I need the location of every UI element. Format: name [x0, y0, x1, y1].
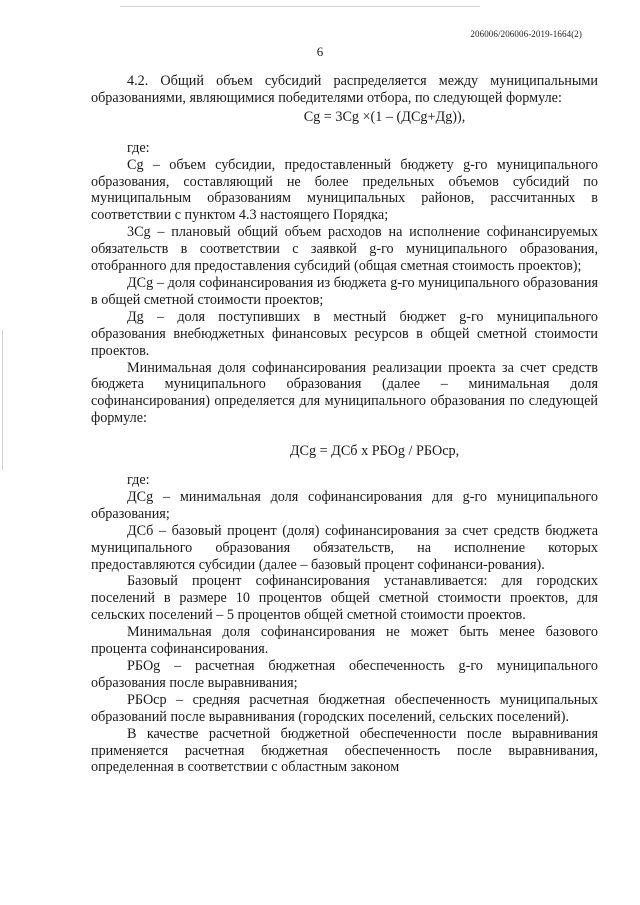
- paragraph-4-2: 4.2. Общий объем субсидий распределяется между муниципальными образованиями, являющимися победителями отбора, по следующей формуле:: [91, 73, 598, 106]
- formula-min-share: ДCg = ДCб x РБОg / РБОср,: [289, 443, 460, 460]
- definition-3cg: 3Cg – плановый общий объем расходов на исполнение софинансируемых обязательств в соответствии с заявкой g-го муниципального образования, отобранного для предоставления субсидий (общая сметная стоимость проектов);: [91, 224, 598, 275]
- definition-dcg: ДCg – доля софинансирования из бюджета g-го муниципального образования в общей сметной стоимости проектов;: [91, 274, 598, 308]
- definition-cg: Cg – объем субсидии, предоставленный бюджету g-го муниципального образования, составляющий не более предельных объемов субсидий по муниципальным образованиям муниципальных районов, рассчитанных в соответствии с пунктом 4.3 настоящего Порядка;: [91, 156, 598, 224]
- document-id: 206006/206006-2019-1664(2): [470, 29, 582, 39]
- definition-rbog: РБОg – расчетная бюджетная обеспеченность g-го муниципального образования после выравнивания;: [91, 658, 598, 691]
- formula-subsidy: Cg = 3Cg ×(1 – (ДCg+Дg)),: [303, 108, 466, 125]
- paragraph-base-percent: Базовый процент софинансирования устанавливается: для городских поселений в размере 10 процентов общей сметной стоимости проектов, для сельских поселений – 5 процентов общей сметной стоимости проектов.: [91, 573, 598, 624]
- definition-dcg-min: ДCg – минимальная доля софинансирования для g-го муниципального образования;: [91, 488, 598, 522]
- paragraph-min-share: Минимальная доля софинансирования реализации проекта за счет средств бюджета муниципального образования (далее – минимальная доля софинансирования) определяется для муниципального образования по следующей формуле:: [91, 359, 598, 427]
- definition-rbosr: РБОср – средняя расчетная бюджетная обеспеченность муниципальных образований после выравнивания (городских поселений, сельских поселений).: [91, 691, 598, 725]
- definition-dcb: ДCб – базовый процент (доля) софинансирования за счет средств бюджета муниципального образования обязательств, на исполнение которых предоставляются субсидии (далее – базовый процент софинанси-рования).: [91, 522, 598, 573]
- where-label-2: где:: [127, 472, 150, 489]
- paragraph-min-not-less: Минимальная доля софинансирования не может быть менее базового процента софинансирования.: [91, 624, 598, 658]
- definition-dg: Дg – доля поступивших в местный бюджет g-го муниципального образования внебюджетных финансовых ресурсов в общей сметной стоимости проектов.: [91, 308, 598, 359]
- page-number: 6: [316, 44, 324, 59]
- document-body: [91, 73, 598, 776]
- paragraph-calc-provision: В качестве расчетной бюджетной обеспеченности после выравнивания применяется расчетная бюджетная обеспеченность после выравнивания, определенная в соответствии с областным законом: [91, 725, 598, 776]
- scan-top-artifact: [120, 0, 480, 7]
- scan-left-artifact: [2, 330, 6, 470]
- where-label: где:: [127, 139, 150, 156]
